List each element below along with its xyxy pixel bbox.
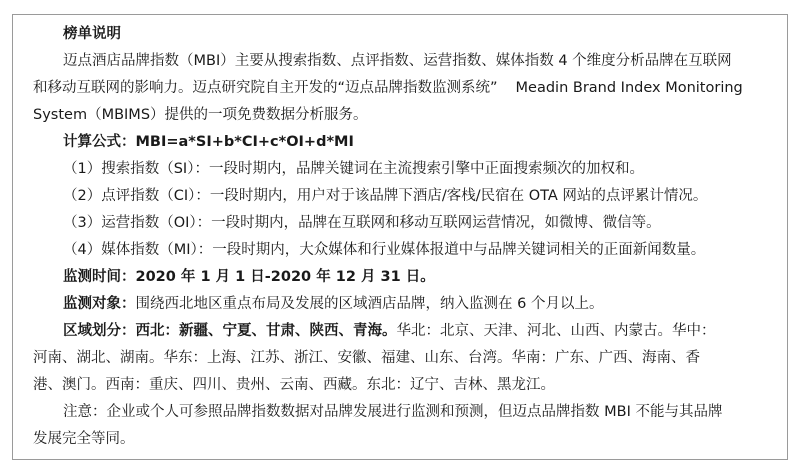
index-item-media: （4）媒体指数（MI）：一段时期内，大众媒体和行业媒体报道中与品牌关键词相关的正面新闻数量。 bbox=[63, 242, 706, 258]
note-line-2: 发展完全等同。 bbox=[33, 431, 135, 447]
note-line-1: 注意：企业或个人可参照品牌指数数据对品牌发展进行监测和预测，但迈点品牌指数 MBI 不能与其品牌 bbox=[63, 404, 723, 420]
region-northwest: 西北：新疆、宁夏、甘肃、陕西、青海。 bbox=[135, 323, 397, 339]
index-item-operation: （3）运营指数（OI）：一段时期内，品牌在互联网和移动互联网运营情况，如微博、微信等。 bbox=[63, 215, 661, 231]
target-line bbox=[33, 291, 771, 318]
region-rest-1: 华北：北京、天津、河北、山西、内蒙古。华中： bbox=[396, 323, 716, 339]
notice-box bbox=[12, 14, 788, 460]
period-line bbox=[33, 264, 771, 291]
notice-content bbox=[13, 15, 789, 461]
formula-value: MBI=a*SI+b*CI+c*OI+d*MI bbox=[135, 134, 354, 150]
intro-line-3: System（MBIMS）提供的一项免费数据分析服务。 bbox=[33, 107, 368, 123]
formula-label: 计算公式： bbox=[63, 134, 136, 150]
period-value: 2020 年 1 月 1 日-2020 年 12 月 31 日。 bbox=[135, 269, 435, 285]
intro-line-1: 迈点酒店品牌指数（MBI）主要从搜索指数、点评指数、运营指数、媒体指数 4 个维度分析品牌在互联网 bbox=[63, 53, 732, 69]
region-label: 区域划分： bbox=[63, 323, 136, 339]
index-item-search: （1）搜索指数（SI）：一段时期内，品牌关键词在主流搜索引擎中正面搜索频次的加权和。 bbox=[63, 161, 644, 177]
target-value: 围绕西北地区重点布局及发展的区域酒店品牌，纳入监测在 6 个月以上。 bbox=[135, 296, 604, 312]
region-line-3: 港、澳门。西南：重庆、四川、贵州、云南、西藏。东北：辽宁、吉林、黑龙江。 bbox=[33, 377, 555, 393]
target-label: 监测对象： bbox=[63, 296, 136, 312]
formula-line bbox=[33, 129, 771, 156]
intro-line-2-cn: 和移动互联网的影响力。迈点研究院自主开发的“迈点品牌指数监测系统” bbox=[33, 80, 498, 96]
intro-line-2 bbox=[33, 75, 771, 102]
notice-title: 榜单说明 bbox=[63, 26, 121, 42]
region-line-1 bbox=[33, 318, 771, 345]
region-line-2: 河南、湖北、湖南。华东：上海、江苏、浙江、安徽、福建、山东、台湾。华南：广东、广西、海南、香 bbox=[33, 350, 700, 366]
index-item-review: （2）点评指数（CI）：一段时期内，用户对于该品牌下酒店/客栈/民宿在 OTA 网站的点评累计情况。 bbox=[63, 188, 708, 204]
intro-line-2-en: Meadin Brand Index Monitoring bbox=[515, 80, 743, 96]
period-label: 监测时间： bbox=[63, 269, 136, 285]
